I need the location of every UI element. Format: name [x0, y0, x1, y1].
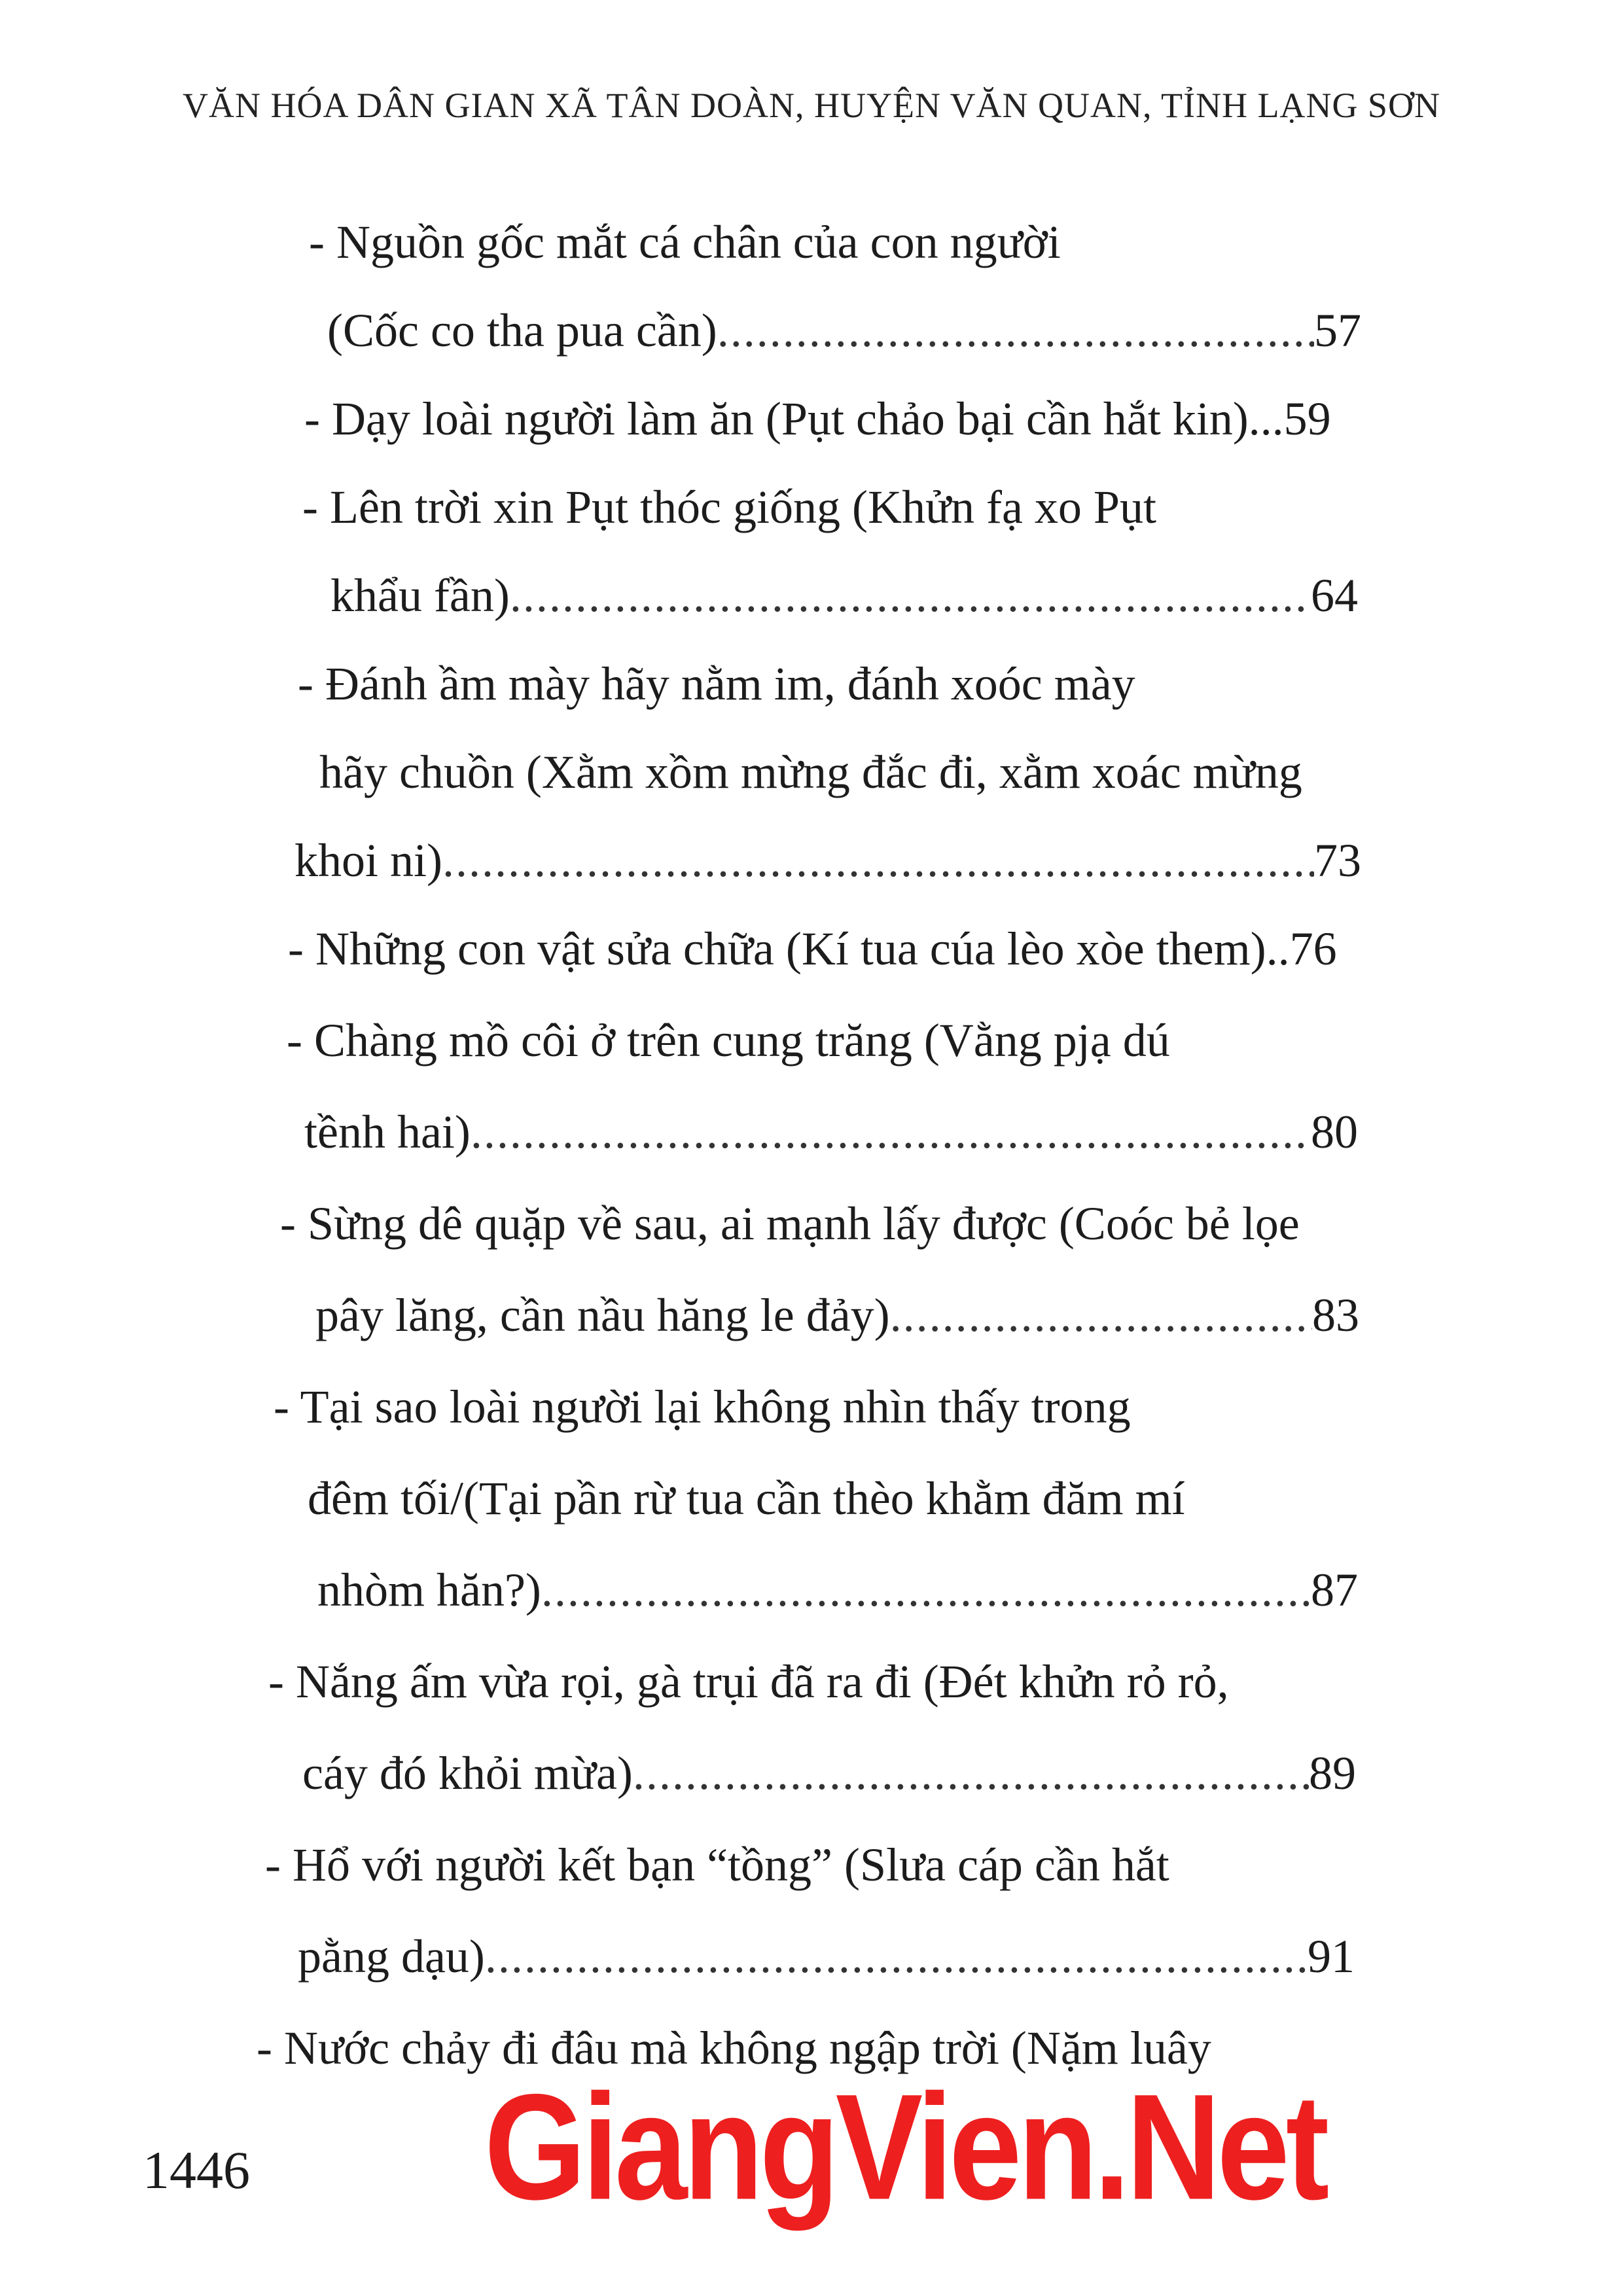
toc-line: hãy chuồn (Xằm xồm mừng đắc đi, xằm xoác mừng — [319, 746, 1302, 798]
toc-line: - Nguồn gốc mắt cá chân của con người — [309, 216, 1061, 268]
toc-line: đêm tối/(Tại pần rừ tua cần thèo khằm đăm mí — [308, 1472, 1185, 1525]
dot-leader — [890, 1282, 1312, 1348]
toc-line: - Lên trời xin Pụt thóc giống (Khửn fạ xo Pụt — [302, 481, 1156, 533]
dot-leader — [717, 298, 1314, 363]
toc-entry: tềnh hai) ..... 80 — [304, 1099, 1358, 1165]
toc-line: - Sừng dê quặp về sau, ai mạnh lấy được (Coóc bẻ lọe — [280, 1197, 1300, 1250]
dot-leader — [471, 1099, 1311, 1165]
toc-line: - Chàng mồ côi ở trên cung trăng (Vằng pjạ dú — [287, 1014, 1170, 1067]
page-number: 1446 — [143, 2140, 250, 2200]
toc-line: - Hổ với người kết bạn “tồng” (Slưa cáp cần hắt — [265, 1839, 1169, 1891]
dot-leader — [541, 1557, 1311, 1623]
toc-entry: - Dạy loài người làm ăn (Pụt chảo bại cần hắt kin)...59 — [304, 393, 1331, 445]
toc-page-number: 57 — [1314, 304, 1361, 357]
toc-page-number: 91 — [1308, 1930, 1355, 1983]
toc-entry: pằng dạu) ..... 91 — [298, 1924, 1355, 1989]
toc-page-number: 83 — [1312, 1289, 1359, 1341]
toc-page-number: 64 — [1311, 569, 1358, 622]
watermark: GiangVien.Net — [484, 2063, 1326, 2231]
toc-page-number: 87 — [1311, 1564, 1358, 1616]
dot-leader — [510, 563, 1311, 628]
toc-line: - Tại sao loài người lại không nhìn thấy trong — [274, 1381, 1131, 1433]
toc-entry: - Những con vật sửa chữa (Kí tua cúa lèo xòe them)..76 — [288, 923, 1337, 975]
toc-entry: nhòm hăn?) ..... 87 — [317, 1557, 1358, 1623]
toc-entry: cáy đó khỏi mừa) ..... 89 — [302, 1740, 1356, 1806]
toc-page-number: 73 — [1314, 834, 1361, 887]
toc-page-number: 80 — [1311, 1106, 1358, 1158]
dot-leader — [442, 828, 1314, 893]
dot-leader — [633, 1740, 1309, 1806]
toc-entry: (Cốc co tha pua cần) ..... 57 — [327, 298, 1361, 363]
running-header: VĂN HÓA DÂN GIAN XÃ TÂN DOÀN, HUYỆN VĂN QUAN, TỈNH LẠNG SƠN — [183, 86, 1440, 125]
toc-line: - Nước chảy đi đâu mà không ngập trời (Nặm luây — [257, 2022, 1211, 2074]
toc-line: - Nắng ấm vừa rọi, gà trụi đã ra đi (Đét khửn rỏ rỏ, — [268, 1655, 1229, 1708]
toc-entry: khoi ni) ..... 73 — [294, 828, 1361, 893]
toc-entry: khẩu fần) ..... 64 — [330, 563, 1358, 628]
dot-leader — [485, 1924, 1308, 1989]
toc-entry: pây lăng, cần nầu hăng le đảy) ..... 83 — [315, 1282, 1359, 1348]
toc-page-number: 89 — [1309, 1747, 1356, 1799]
toc-line: - Đánh ầm mày hãy nằm im, đánh xoóc mày — [298, 658, 1135, 710]
